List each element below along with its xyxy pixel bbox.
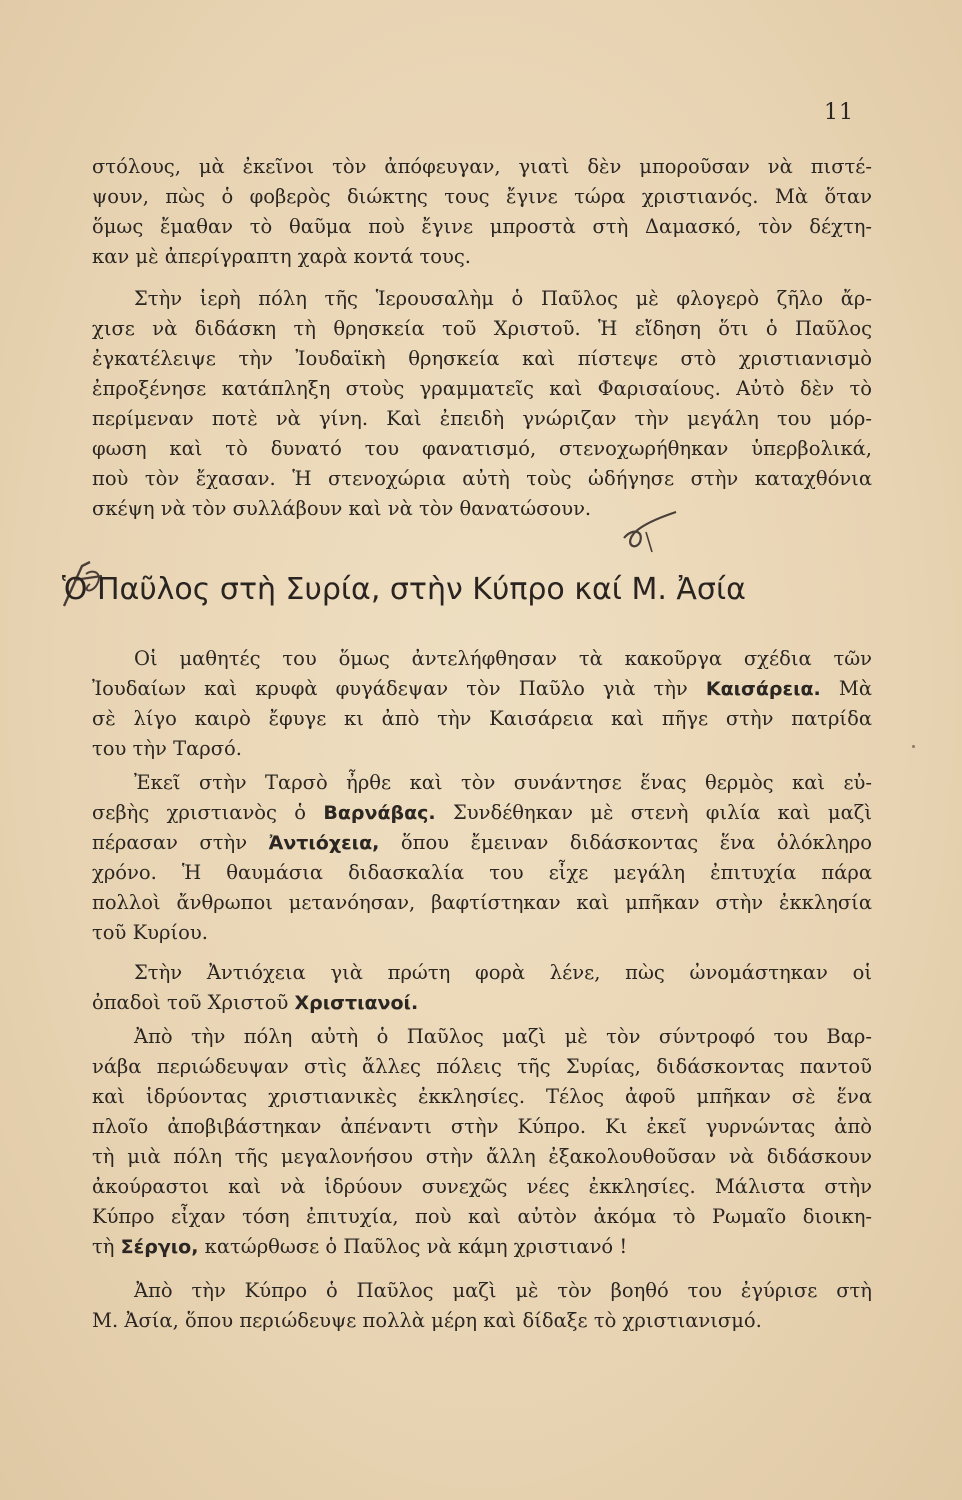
text-line: [92, 888, 872, 918]
text-segment: νάβα περιώδευψαν στὶς ἄλλες πόλεις τῆς Συρίας, διδάσκοντας παντοῦ: [92, 1055, 872, 1078]
paragraph-5: [92, 958, 872, 1018]
text-line: [92, 704, 872, 734]
paragraph-6: [92, 1022, 872, 1262]
bold-place-or-name: Σέργιο,: [120, 1236, 199, 1258]
text-segment: σεβὴς χριστιανὸς ὁ: [92, 801, 324, 824]
text-line: σκέψη νὰ τὸν συλλάβουν καὶ νὰ τὸν θανατώσουν.: [92, 497, 592, 520]
text-line: [92, 1172, 872, 1202]
section-heading: Ὁ Παῦλος στὴ Συρία, στὴν Κύπρο καί Μ. Ἀσία: [62, 572, 746, 607]
text-line: [92, 674, 872, 704]
text-segment: Ἀπὸ τὴν πόλη αὐτὴ ὁ Παῦλος μαζὶ μὲ τὸν σύντροφό του Βαρ-: [134, 1025, 872, 1048]
text-line: στόλους, μὰ ἐκεῖνοι τὸν ἀπόφευγαν, γιατὶ δὲν μποροῦσαν νὰ πιστέ-: [92, 155, 872, 178]
text-line: [92, 798, 872, 828]
text-segment: καὶ ἱδρύοντας χριστιανικὲς ἐκκλησίες. Τέλος ἀφοῦ μπῆκαν σὲ ἕνα: [92, 1085, 872, 1108]
paragraph-7: [92, 1276, 872, 1336]
paragraph-4: [92, 768, 872, 948]
text-line: [92, 828, 872, 858]
ink-speck: [912, 745, 915, 748]
text-line: ποὺ τὸν ἔχασαν. Ἡ στενοχώρια αὐτὴ τοὺς ὡδήγησε στὴν καταχθόνια: [92, 467, 872, 490]
text-line: [92, 988, 872, 1018]
text-segment: Ἰουδαίων καὶ κρυφὰ φυγάδεψαν τὸν Παῦλο γιὰ τὴν: [92, 677, 706, 700]
text-segment: Οἱ μαθητές του ὅμως ἀντελήφθησαν τὰ κακοῦργα σχέδια τῶν: [134, 647, 872, 670]
text-line: [92, 1306, 872, 1336]
bold-place-or-name: Ἀντιόχεια,: [268, 832, 380, 854]
text-line: [92, 1052, 872, 1082]
text-segment: ὅπου ἔμειναν διδάσκοντας ἕνα ὁλόκληρο: [379, 831, 872, 854]
text-segment: πλοῖο ἀποβιβάστηκαν ἀπέναντι στὴν Κύπρο. Κι ἐκεῖ γυρνώντας ἀπὸ: [92, 1115, 872, 1138]
text-line: [92, 1112, 872, 1142]
text-line: [92, 1142, 872, 1172]
text-segment: Κύπρο εἶχαν τόση ἐπιτυχία, ποὺ καὶ αὐτὸν ἀκόμα τὸ Ρωμαῖο διοικη-: [92, 1205, 872, 1228]
text-line: [92, 1232, 872, 1262]
text-line: [92, 858, 872, 888]
text-line: [92, 1022, 872, 1052]
text-line: [92, 734, 872, 764]
text-line: περίμεναν ποτὲ νὰ γίνη. Καὶ ἐπειδὴ γνώριζαν τὴν μεγάλη του μόρ-: [92, 407, 872, 430]
text-segment: Συνδέθηκαν μὲ στενὴ φιλία καὶ μαζὶ: [435, 801, 872, 824]
page-number: 11: [824, 100, 854, 125]
text-line: ὅμως ἔμαθαν τὸ θαῦμα ποὺ ἔγινε μπροστὰ στὴ Δαμασκό, τὸν δέχτη-: [92, 215, 872, 238]
text-line: ψουν, πὼς ὁ φοβερὸς διώκτης τους ἔγινε τώρα χριστιανός. Μὰ ὅταν: [92, 185, 872, 208]
paragraph-1: [92, 152, 872, 272]
text-segment: κατώρθωσε ὁ Παῦλος νὰ κάμη χριστιανό !: [198, 1235, 628, 1258]
text-segment: σὲ λίγο καιρὸ ἔφυγε κι ἀπὸ τὴν Καισάρεια καὶ πῆγε στὴν πατρίδα: [92, 707, 872, 730]
bold-place-or-name: Χριστιανοί.: [294, 992, 419, 1014]
text-segment: ὀπαδοὶ τοῦ Χριστοῦ: [92, 991, 295, 1014]
text-segment: Μὰ: [820, 677, 872, 700]
text-segment: τοῦ Κυρίου.: [92, 921, 208, 944]
text-line: ἐπροξένησε κατάπληξη στοὺς γραμματεῖς καὶ Φαρισαίους. Αὐτὸ δὲν τὸ: [92, 377, 872, 400]
paragraph-3: [92, 644, 872, 764]
text-segment: πολλοὶ ἄνθρωποι μετανόησαν, βαφτίστηκαν καὶ μπῆκαν στὴν ἐκκλησία: [92, 891, 872, 914]
text-segment: Στὴν Ἀντιόχεια γιὰ πρώτη φορὰ λένε, πὼς ὠνομάστηκαν οἱ: [134, 961, 872, 984]
text-segment: τὴ μιὰ πόλη τῆς μεγαλονήσου στὴν ἄλλη ἐξακολουθοῦσαν νὰ διδάσκουν: [92, 1145, 872, 1168]
text-segment: χρόνο. Ἡ θαυμάσια διδασκαλία του εἶχε μεγάλη ἐπιτυχία πάρα: [92, 861, 872, 884]
bold-place-or-name: Βαρνάβας.: [323, 802, 436, 824]
text-line: [92, 1276, 872, 1306]
bold-place-or-name: Καισάρεια.: [705, 678, 821, 700]
text-line: καν μὲ ἀπερίγραπτη χαρὰ κοντά τους.: [92, 245, 471, 268]
text-line: φωση καὶ τὸ δυνατό του φανατισμό, στενοχωρήθηκαν ὑπερβολικά,: [92, 437, 872, 460]
text-line: [92, 1202, 872, 1232]
text-line: [92, 918, 872, 948]
text-line: [92, 1082, 872, 1112]
text-line: [92, 768, 872, 798]
text-segment: Ἀπὸ τὴν Κύπρο ὁ Παῦλος μαζὶ μὲ τὸν βοηθό του ἐγύρισε στὴ: [134, 1279, 872, 1302]
text-line: [92, 958, 872, 988]
handwritten-mark: [618, 508, 682, 554]
text-segment: του τὴν Ταρσό.: [92, 737, 242, 760]
text-segment: πέρασαν στὴν: [92, 831, 269, 854]
text-segment: Μ. Ἀσία, ὅπου περιώδευψε πολλὰ μέρη καὶ δίδαξε τὸ χριστιανισμό.: [92, 1309, 762, 1332]
text-segment: Ἐκεῖ στὴν Ταρσὸ ἦρθε καὶ τὸν συνάντησε ἕνας θερμὸς καὶ εὐ-: [134, 771, 872, 794]
text-line: Στὴν ἱερὴ πόλη τῆς Ἱερουσαλὴμ ὁ Παῦλος μὲ φλογερὸ ζῆλο ἄρ-: [134, 287, 872, 310]
text-segment: τὴ: [92, 1235, 121, 1258]
text-line: χισε νὰ διδάσκη τὴ θρησκεία τοῦ Χριστοῦ. Ἡ εἴδηση ὅτι ὁ Παῦλος: [92, 317, 872, 340]
text-line: [92, 644, 872, 674]
text-line: ἐγκατέλειψε τὴν Ἰουδαϊκὴ θρησκεία καὶ πίστεψε στὸ χριστιανισμὸ: [92, 347, 872, 370]
text-segment: ἀκούραστοι καὶ νὰ ἱδρύουν συνεχῶς νέες ἐκκλησίες. Μάλιστα στὴν: [92, 1175, 872, 1198]
paragraph-2: [92, 284, 872, 524]
